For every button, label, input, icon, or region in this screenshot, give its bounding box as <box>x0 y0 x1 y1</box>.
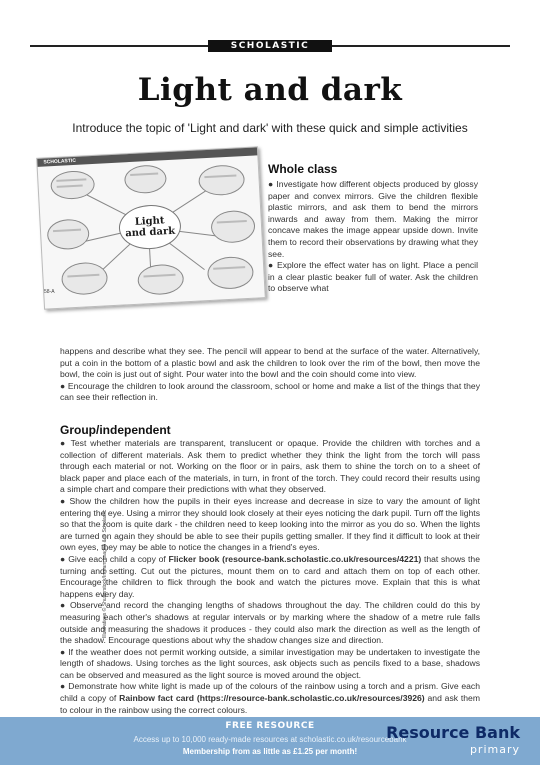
paragraph: happens and describe what they see. The pencil will appear to bend at the surface of the water. Alternatively, put a coin in the bottom of a plastic bowl and ask the children to look over the rim of the bowl, then move the bowl, the coin is just out of sight. Pour water into the bowl and the coin should come into view. <box>60 346 480 380</box>
page-title: Light and dark <box>137 72 403 108</box>
paragraph: ● Test whether materials are transparent, translucent or opaque. Provide the children with torches and a collection of different materials. Ask them to predict whether they think the light from the torch will pass through each material or not. Working on the floor or in pairs, ask them to shine the torch on to a sheet of black paper and place each of the materials, in turn, in front of the torch. They could record their results using a simple chart and compare their predictions with what they observed. <box>60 438 480 495</box>
image-credit: Illustrations © Shutterstock/Ingram Images & © Scholastic <box>102 509 108 638</box>
thumbnail-page-label: 58-A <box>44 289 55 295</box>
topic-bubble <box>124 164 167 194</box>
footer-access-link[interactable]: Access up to 10,000 ready-made resources at scholastic.co.uk/resourcebank <box>133 735 407 744</box>
intro-text: Introduce the topic of 'Light and dark' with these quick and simple activities <box>72 121 468 135</box>
thumbnail-logo: SCHOLASTIC <box>43 157 77 166</box>
topic-bubble <box>46 218 90 250</box>
paragraph-text: that shows the turning and setting. Cut out the pictures, mount them on to card and attach them on top of each other. Encourage the children to flick through the book and watch the pictures move. Explain that this is what happens every day. <box>60 553 480 599</box>
footer-banner <box>0 717 540 765</box>
whole-class-text <box>268 179 478 295</box>
group-text <box>60 438 480 716</box>
paragraph: ● Show the children how the pupils in their eyes increase and decrease in size to vary the amount of light entering the eye. Using a mirror they should look closely at their eyes noticing the dark pupil. Turn off the lights so that the room is quite dark - the children need to keep looking into the mirror as you do so. When the lights are turned on again they should be able to see their pupils getting smaller. If they find it difficult to look at their own eyes, they may be able to notice the changes in a friend's eyes. <box>60 495 480 553</box>
paragraph-text: ● Demonstrate how white light is made up of the colours of the rainbow using a torch and a prism. Give each child a copy of <box>60 681 480 704</box>
thumbnail-title-line1: Light <box>134 215 165 228</box>
section-heading-whole-class: Whole class <box>268 162 338 176</box>
whole-class-text-continued <box>60 346 480 404</box>
topic-bubble <box>198 164 246 196</box>
paragraph: ● Explore the effect water has on light. Place a pencil in a clear plastic beaker full of water. Ask the children to observe what <box>268 260 478 294</box>
paragraph <box>60 554 480 600</box>
resource-link[interactable]: Flicker book (resource-bank.scholastic.co.uk/resources/4221) <box>168 553 422 564</box>
divider <box>332 45 510 47</box>
topic-bubble <box>210 210 256 244</box>
resource-thumbnail <box>36 146 266 309</box>
resource-bank-sub: primary <box>469 743 520 756</box>
thumbnail-title <box>118 203 182 250</box>
paragraph: ● Encourage the children to look around the classroom, school or home and make a list of the things that they can see their reflection in. <box>60 380 480 403</box>
paragraph-text: and ask them to colour in the rainbow using the correct colours. <box>60 693 480 715</box>
footer-title: FREE RESOURCE <box>225 721 315 731</box>
thumbnail-title-line2: and dark <box>125 225 176 240</box>
topic-bubble <box>137 263 185 295</box>
section-heading-group: Group/independent <box>60 423 171 437</box>
brand-bar <box>0 40 540 52</box>
topic-bubble <box>61 261 109 295</box>
paragraph: ● If the weather does not permit working outside, a similar investigation may be undertaken to investigate the length of shadows. Using torches as the light sources, ask objects such as pencils fixed to a base, shadows can be observed and measured as the light source is moved around the object. <box>60 646 480 680</box>
divider <box>30 45 208 47</box>
paragraph-text: ● Give each child a copy of <box>60 553 169 564</box>
paragraph: ● Investigate how different objects produced by glossy paper and convex mirrors. Give the children flexible plastic mirrors, and ask them to bend the mirrors inwards and away from them. Making the mirror concave makes the image appear upside down. Invite them to record their observations by drawing what they see. <box>268 179 478 259</box>
paragraph <box>60 681 480 716</box>
scholastic-logo[interactable]: SCHOLASTIC <box>208 40 332 52</box>
footer-membership-text: Membership from as little as £1.25 per month! <box>182 747 358 756</box>
thumbnail-header <box>37 147 257 167</box>
topic-bubble <box>207 256 255 290</box>
paragraph: ● Observe and record the changing lengths of shadows throughout the day. The children could do this by measuring each other's shadows at regular intervals or by marking where the shadow of a metre rule falls outside and measuring the shadows it produces - they could also mark the direction as well as the length of the shadow. Encourage questions about why the shadow changes size and direction. <box>60 600 480 646</box>
resource-bank-logo[interactable]: Resource Bank <box>386 723 520 742</box>
resource-link[interactable]: Rainbow fact card (https://resource-bank.scholastic.co.uk/resources/3926) <box>119 693 425 704</box>
